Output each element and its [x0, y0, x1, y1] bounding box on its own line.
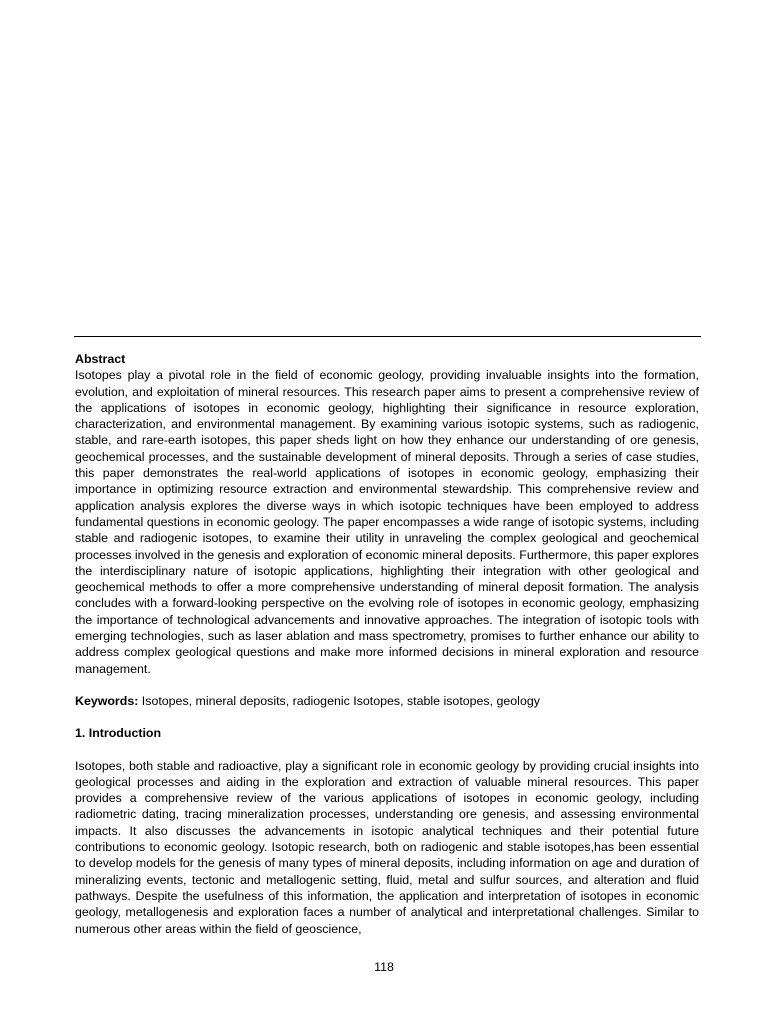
- paper-body: [75, 351, 699, 937]
- horizontal-rule: [74, 336, 701, 337]
- introduction-heading: 1. Introduction: [75, 726, 162, 741]
- introduction-text: Isotopes, both stable and radioactive, play a significant role in economic geology by providing crucial insights into geological processes and aiding in the exploration and extraction of valuable mineral resources. This paper provides a comprehensive review of the various applications of isotopes in economic geology, including radiometric dating, tracing mineralization processes, understanding ore genesis, and assessing environmental impacts. It also discusses the advancements in isotopic analytical techniques and their potential future contributions to economic geology. Isotopic research, both on radiogenic and stable isotopes,has been essential to develop models for the genesis of many types of mineral deposits, including information on age and duration of mineralizing events, tectonic and metallogenic setting, fluid, metal and sulfur sources, and alteration and fluid pathways. Despite the usefulness of this information, the application and interpretation of isotopes in economic geology, metallogenesis and exploration faces a number of analytical and interpretational challenges. Similar to numerous other areas within the field of geoscience,: [75, 758, 699, 936]
- keywords-label: Keywords:: [75, 693, 139, 708]
- page-number: 118: [374, 960, 394, 974]
- abstract-heading: Abstract: [75, 352, 126, 366]
- keywords-text: Isotopes, mineral deposits, radiogenic Isotopes, stable isotopes, geology: [138, 693, 540, 708]
- abstract-text: Isotopes play a pivotal role in the field of economic geology, providing invaluable insights into the formation, evolution, and exploitation of mineral resources. This research paper aims to present a comprehensive review of the applications of isotopes in economic geology, highlighting their significance in resource exploration, characterization, and environmental management. By examining various isotopic systems, such as radiogenic, stable, and rare-earth isotopes, this paper sheds light on how they enhance our understanding of ore genesis, geochemical processes, and the sustainable development of mineral deposits. Through a series of case studies, this paper demonstrates the real-world applications of isotopes in economic geology, emphasizing their importance in optimizing resource extraction and environmental stewardship. This comprehensive review and application analysis explores the diverse ways in which isotopic techniques have been employed to address fundamental questions in economic geology. The paper encompasses a wide range of isotopic systems, including stable and radiogenic isotopes, to examine their utility in unraveling the complex geological and geochemical processes involved in the genesis and exploration of economic mineral deposits. Furthermore, this paper explores the interdisciplinary nature of isotopic applications, highlighting their integration with other geological and geochemical methods to offer a more comprehensive understanding of mineral deposit formation. The analysis concludes with a forward-looking perspective on the evolving role of isotopes in economic geology, emphasizing the importance of technological advancements and innovative approaches. The integration of isotopic tools with emerging technologies, such as laser ablation and mass spectrometry, promises to further enhance our ability to address complex geological questions and make more informed decisions in mineral exploration and resource management.: [75, 368, 699, 676]
- keywords-line: [75, 693, 699, 709]
